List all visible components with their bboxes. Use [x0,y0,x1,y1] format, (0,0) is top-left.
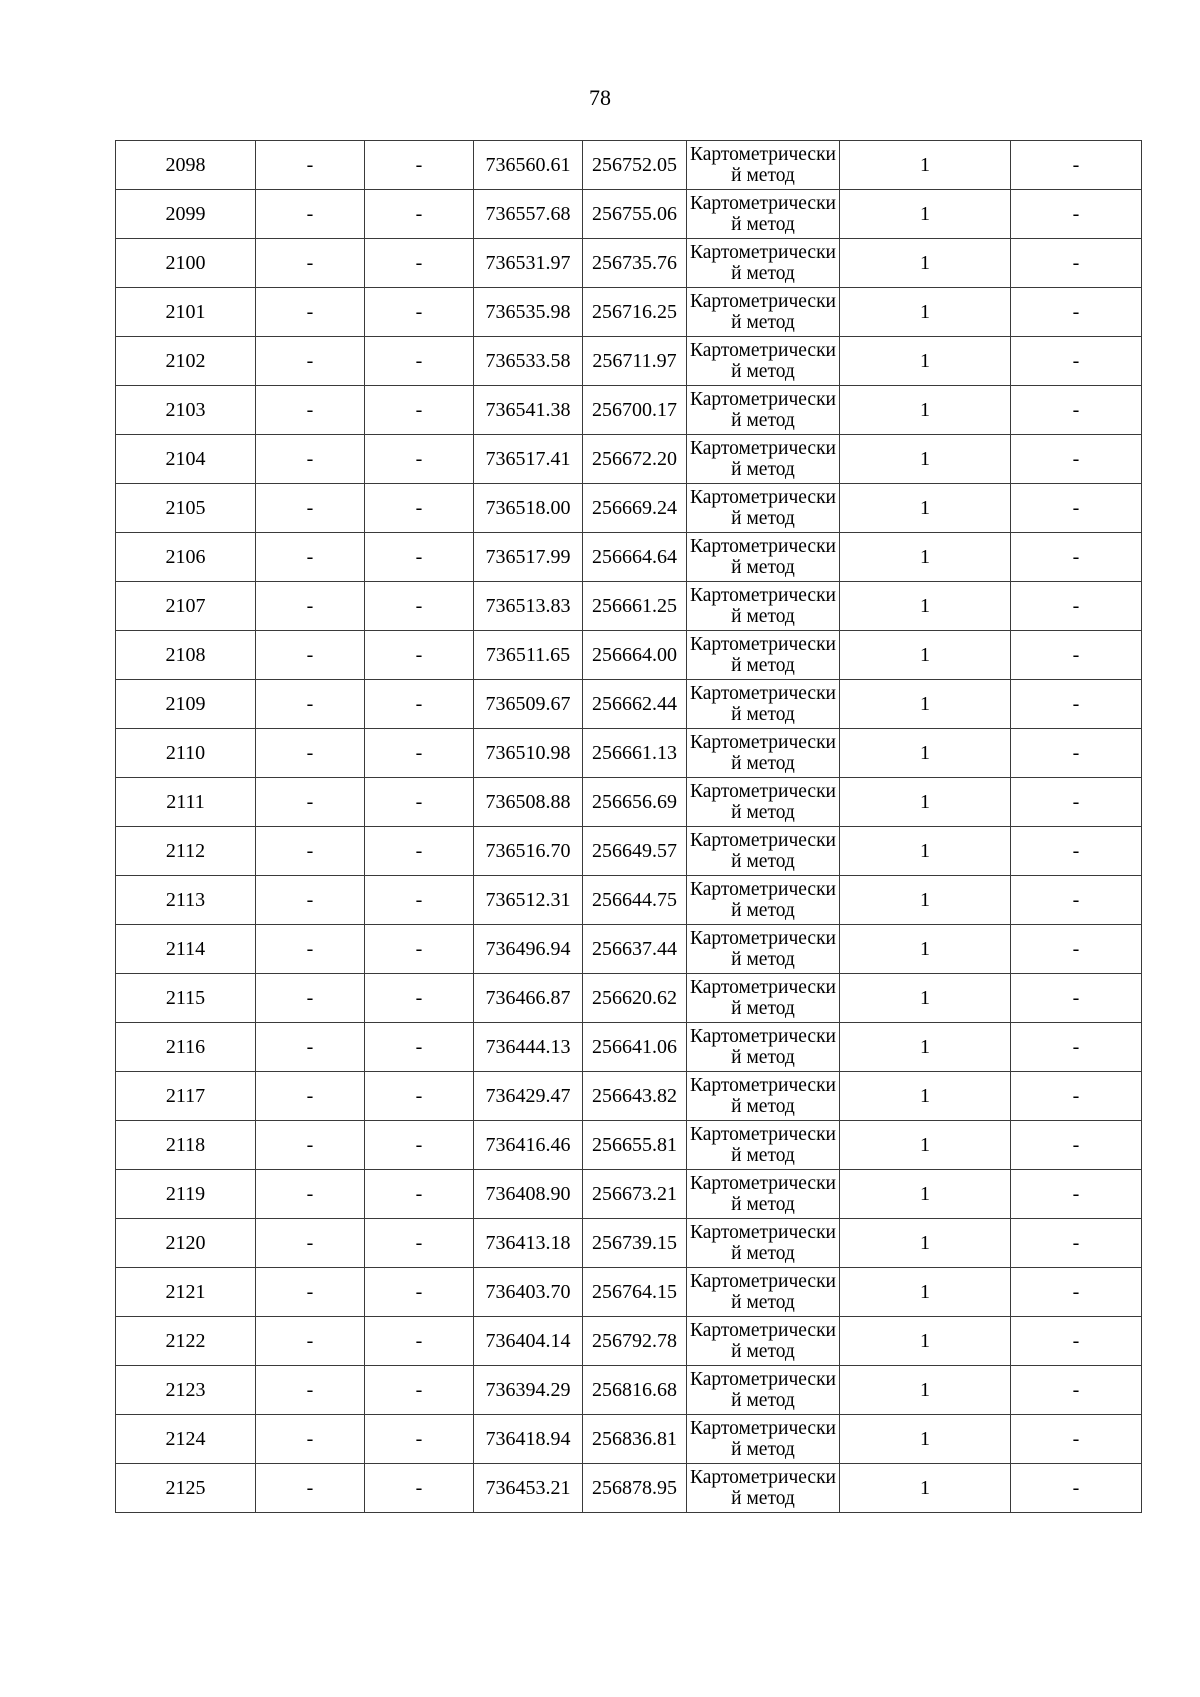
cell-point-number: 2123 [116,1366,256,1415]
cell-empty-dash: - [1011,337,1142,386]
cell-empty-dash: - [365,141,474,190]
cell-point-number: 2104 [116,435,256,484]
cell-point-number: 2118 [116,1121,256,1170]
cell-empty-dash: - [1011,1366,1142,1415]
cell-point-number: 2103 [116,386,256,435]
cell-y-coordinate: 256644.75 [583,876,687,925]
cell-method: Картометрический метод [687,729,840,778]
table-row [116,729,1142,778]
cell-empty-dash: - [365,239,474,288]
cell-empty-dash: - [365,1023,474,1072]
table-row [116,1121,1142,1170]
cell-method: Картометрический метод [687,974,840,1023]
cell-empty-dash: - [256,1219,365,1268]
cell-point-number: 2108 [116,631,256,680]
cell-method: Картометрический метод [687,141,840,190]
cell-empty-dash: - [1011,435,1142,484]
cell-y-coordinate: 256752.05 [583,141,687,190]
cell-empty-dash: - [1011,631,1142,680]
cell-empty-dash: - [256,386,365,435]
cell-empty-dash: - [1011,876,1142,925]
cell-empty-dash: - [365,533,474,582]
cell-point-number: 2117 [116,1072,256,1121]
cell-y-coordinate: 256673.21 [583,1170,687,1219]
cell-accuracy: 1 [840,1366,1011,1415]
cell-y-coordinate: 256816.68 [583,1366,687,1415]
cell-empty-dash: - [365,582,474,631]
cell-y-coordinate: 256661.25 [583,582,687,631]
cell-y-coordinate: 256700.17 [583,386,687,435]
cell-point-number: 2107 [116,582,256,631]
cell-y-coordinate: 256662.44 [583,680,687,729]
cell-empty-dash: - [365,1072,474,1121]
cell-y-coordinate: 256643.82 [583,1072,687,1121]
table-row [116,1317,1142,1366]
cell-point-number: 2112 [116,827,256,876]
cell-x-coordinate: 736516.70 [474,827,583,876]
cell-empty-dash: - [256,974,365,1023]
table-row [116,778,1142,827]
table-row [116,1170,1142,1219]
cell-empty-dash: - [256,1023,365,1072]
cell-y-coordinate: 256664.00 [583,631,687,680]
cell-point-number: 2098 [116,141,256,190]
cell-point-number: 2116 [116,1023,256,1072]
cell-accuracy: 1 [840,337,1011,386]
cell-empty-dash: - [1011,582,1142,631]
cell-accuracy: 1 [840,533,1011,582]
cell-empty-dash: - [256,827,365,876]
cell-empty-dash: - [1011,1317,1142,1366]
cell-x-coordinate: 736404.14 [474,1317,583,1366]
cell-point-number: 2113 [116,876,256,925]
cell-empty-dash: - [1011,778,1142,827]
cell-y-coordinate: 256716.25 [583,288,687,337]
cell-empty-dash: - [365,337,474,386]
cell-empty-dash: - [1011,386,1142,435]
cell-point-number: 2120 [116,1219,256,1268]
cell-empty-dash: - [365,876,474,925]
cell-empty-dash: - [1011,288,1142,337]
cell-empty-dash: - [256,582,365,631]
cell-empty-dash: - [1011,1415,1142,1464]
cell-empty-dash: - [1011,827,1142,876]
cell-accuracy: 1 [840,288,1011,337]
cell-x-coordinate: 736557.68 [474,190,583,239]
cell-y-coordinate: 256878.95 [583,1464,687,1513]
cell-x-coordinate: 736513.83 [474,582,583,631]
cell-empty-dash: - [1011,1219,1142,1268]
cell-method: Картометрический метод [687,386,840,435]
cell-x-coordinate: 736512.31 [474,876,583,925]
table-row [116,190,1142,239]
cell-accuracy: 1 [840,386,1011,435]
cell-method: Картометрический метод [687,337,840,386]
cell-method: Картометрический метод [687,925,840,974]
cell-empty-dash: - [256,288,365,337]
table-row [116,1415,1142,1464]
table-row [116,974,1142,1023]
cell-empty-dash: - [256,1317,365,1366]
cell-empty-dash: - [365,974,474,1023]
cell-empty-dash: - [256,337,365,386]
cell-method: Картометрический метод [687,1464,840,1513]
cell-accuracy: 1 [840,1317,1011,1366]
cell-x-coordinate: 736444.13 [474,1023,583,1072]
cell-empty-dash: - [256,1366,365,1415]
cell-accuracy: 1 [840,1464,1011,1513]
cell-method: Картометрический метод [687,435,840,484]
cell-y-coordinate: 256620.62 [583,974,687,1023]
cell-accuracy: 1 [840,827,1011,876]
cell-empty-dash: - [256,239,365,288]
cell-x-coordinate: 736535.98 [474,288,583,337]
cell-empty-dash: - [256,680,365,729]
cell-y-coordinate: 256739.15 [583,1219,687,1268]
cell-empty-dash: - [256,1415,365,1464]
cell-y-coordinate: 256711.97 [583,337,687,386]
cell-point-number: 2100 [116,239,256,288]
cell-accuracy: 1 [840,974,1011,1023]
cell-x-coordinate: 736403.70 [474,1268,583,1317]
cell-accuracy: 1 [840,778,1011,827]
cell-empty-dash: - [256,778,365,827]
cell-y-coordinate: 256755.06 [583,190,687,239]
cell-accuracy: 1 [840,1268,1011,1317]
cell-method: Картометрический метод [687,1219,840,1268]
cell-empty-dash: - [365,778,474,827]
cell-empty-dash: - [256,1121,365,1170]
cell-y-coordinate: 256656.69 [583,778,687,827]
cell-empty-dash: - [1011,141,1142,190]
cell-method: Картометрический метод [687,190,840,239]
cell-empty-dash: - [256,729,365,778]
cell-empty-dash: - [1011,1170,1142,1219]
cell-empty-dash: - [1011,1121,1142,1170]
cell-x-coordinate: 736416.46 [474,1121,583,1170]
cell-empty-dash: - [365,386,474,435]
cell-empty-dash: - [365,484,474,533]
cell-empty-dash: - [1011,190,1142,239]
cell-x-coordinate: 736408.90 [474,1170,583,1219]
cell-x-coordinate: 736508.88 [474,778,583,827]
cell-empty-dash: - [1011,1023,1142,1072]
cell-method: Картометрический метод [687,680,840,729]
cell-method: Картометрический метод [687,1072,840,1121]
cell-method: Картометрический метод [687,1317,840,1366]
cell-point-number: 2110 [116,729,256,778]
table-row [116,582,1142,631]
cell-method: Картометрический метод [687,239,840,288]
table-row [116,876,1142,925]
cell-x-coordinate: 736518.00 [474,484,583,533]
cell-accuracy: 1 [840,141,1011,190]
cell-method: Картометрический метод [687,484,840,533]
cell-empty-dash: - [365,1219,474,1268]
cell-method: Картометрический метод [687,1170,840,1219]
cell-point-number: 2115 [116,974,256,1023]
cell-empty-dash: - [1011,1464,1142,1513]
cell-point-number: 2106 [116,533,256,582]
cell-x-coordinate: 736394.29 [474,1366,583,1415]
page-number: 78 [589,85,611,110]
cell-method: Картометрический метод [687,288,840,337]
cell-accuracy: 1 [840,1219,1011,1268]
cell-point-number: 2111 [116,778,256,827]
table-row [116,925,1142,974]
cell-y-coordinate: 256661.13 [583,729,687,778]
cell-point-number: 2125 [116,1464,256,1513]
table-row [116,1023,1142,1072]
cell-empty-dash: - [256,631,365,680]
table-row [116,1219,1142,1268]
cell-empty-dash: - [256,141,365,190]
cell-point-number: 2105 [116,484,256,533]
cell-x-coordinate: 736517.41 [474,435,583,484]
cell-x-coordinate: 736511.65 [474,631,583,680]
cell-empty-dash: - [1011,533,1142,582]
table-row [116,680,1142,729]
cell-x-coordinate: 736560.61 [474,141,583,190]
cell-empty-dash: - [256,190,365,239]
cell-method: Картометрический метод [687,1366,840,1415]
cell-method: Картометрический метод [687,1121,840,1170]
cell-point-number: 2109 [116,680,256,729]
cell-empty-dash: - [1011,925,1142,974]
cell-accuracy: 1 [840,435,1011,484]
cell-method: Картометрический метод [687,876,840,925]
cell-empty-dash: - [365,1170,474,1219]
cell-y-coordinate: 256792.78 [583,1317,687,1366]
cell-method: Картометрический метод [687,778,840,827]
table-row [116,1366,1142,1415]
cell-method: Картометрический метод [687,533,840,582]
cell-accuracy: 1 [840,876,1011,925]
cell-method: Картометрический метод [687,1415,840,1464]
cell-x-coordinate: 736541.38 [474,386,583,435]
cell-empty-dash: - [256,533,365,582]
cell-accuracy: 1 [840,484,1011,533]
cell-empty-dash: - [256,484,365,533]
cell-accuracy: 1 [840,1072,1011,1121]
cell-x-coordinate: 736531.97 [474,239,583,288]
cell-point-number: 2101 [116,288,256,337]
cell-empty-dash: - [365,1415,474,1464]
cell-method: Картометрический метод [687,1268,840,1317]
table-row [116,827,1142,876]
cell-empty-dash: - [365,435,474,484]
cell-point-number: 2114 [116,925,256,974]
cell-accuracy: 1 [840,1170,1011,1219]
table-row [116,631,1142,680]
table-row [116,141,1142,190]
cell-method: Картометрический метод [687,631,840,680]
cell-y-coordinate: 256764.15 [583,1268,687,1317]
table-body [116,141,1142,1513]
cell-empty-dash: - [365,1464,474,1513]
cell-accuracy: 1 [840,190,1011,239]
cell-y-coordinate: 256735.76 [583,239,687,288]
table-row [116,533,1142,582]
cell-empty-dash: - [365,827,474,876]
cell-y-coordinate: 256655.81 [583,1121,687,1170]
cell-empty-dash: - [365,1366,474,1415]
cell-empty-dash: - [1011,974,1142,1023]
cell-empty-dash: - [365,631,474,680]
cell-y-coordinate: 256672.20 [583,435,687,484]
cell-method: Картометрический метод [687,1023,840,1072]
cell-x-coordinate: 736466.87 [474,974,583,1023]
cell-empty-dash: - [365,288,474,337]
cell-empty-dash: - [365,925,474,974]
cell-empty-dash: - [256,1170,365,1219]
cell-empty-dash: - [1011,484,1142,533]
cell-empty-dash: - [1011,729,1142,778]
cell-accuracy: 1 [840,729,1011,778]
table-row [116,1268,1142,1317]
cell-x-coordinate: 736413.18 [474,1219,583,1268]
table-row [116,484,1142,533]
cell-x-coordinate: 736496.94 [474,925,583,974]
table-row [116,288,1142,337]
cell-empty-dash: - [256,925,365,974]
cell-y-coordinate: 256637.44 [583,925,687,974]
table-row [116,239,1142,288]
table-row [116,386,1142,435]
cell-y-coordinate: 256664.64 [583,533,687,582]
cell-x-coordinate: 736517.99 [474,533,583,582]
cell-point-number: 2099 [116,190,256,239]
table-row [116,337,1142,386]
cell-accuracy: 1 [840,582,1011,631]
cell-accuracy: 1 [840,1415,1011,1464]
cell-empty-dash: - [256,876,365,925]
table-row [116,1464,1142,1513]
cell-accuracy: 1 [840,239,1011,288]
cell-point-number: 2102 [116,337,256,386]
cell-empty-dash: - [1011,680,1142,729]
cell-x-coordinate: 736429.47 [474,1072,583,1121]
cell-x-coordinate: 736510.98 [474,729,583,778]
cell-point-number: 2124 [116,1415,256,1464]
cell-empty-dash: - [365,190,474,239]
cell-accuracy: 1 [840,1023,1011,1072]
cell-empty-dash: - [256,435,365,484]
cell-y-coordinate: 256669.24 [583,484,687,533]
cell-method: Картометрический метод [687,582,840,631]
cell-method: Картометрический метод [687,827,840,876]
cell-empty-dash: - [365,729,474,778]
cell-empty-dash: - [365,1121,474,1170]
cell-point-number: 2122 [116,1317,256,1366]
cell-empty-dash: - [256,1268,365,1317]
cell-x-coordinate: 736418.94 [474,1415,583,1464]
table-row [116,1072,1142,1121]
table-row [116,435,1142,484]
cell-accuracy: 1 [840,680,1011,729]
cell-empty-dash: - [365,680,474,729]
cell-point-number: 2119 [116,1170,256,1219]
cell-point-number: 2121 [116,1268,256,1317]
cell-empty-dash: - [365,1317,474,1366]
cell-accuracy: 1 [840,925,1011,974]
cell-empty-dash: - [1011,1072,1142,1121]
cell-y-coordinate: 256836.81 [583,1415,687,1464]
cell-empty-dash: - [256,1464,365,1513]
coordinates-table [115,140,1142,1513]
cell-y-coordinate: 256641.06 [583,1023,687,1072]
cell-empty-dash: - [1011,1268,1142,1317]
cell-y-coordinate: 256649.57 [583,827,687,876]
cell-x-coordinate: 736453.21 [474,1464,583,1513]
cell-empty-dash: - [365,1268,474,1317]
cell-x-coordinate: 736533.58 [474,337,583,386]
cell-empty-dash: - [256,1072,365,1121]
cell-x-coordinate: 736509.67 [474,680,583,729]
cell-accuracy: 1 [840,631,1011,680]
cell-empty-dash: - [1011,239,1142,288]
cell-accuracy: 1 [840,1121,1011,1170]
